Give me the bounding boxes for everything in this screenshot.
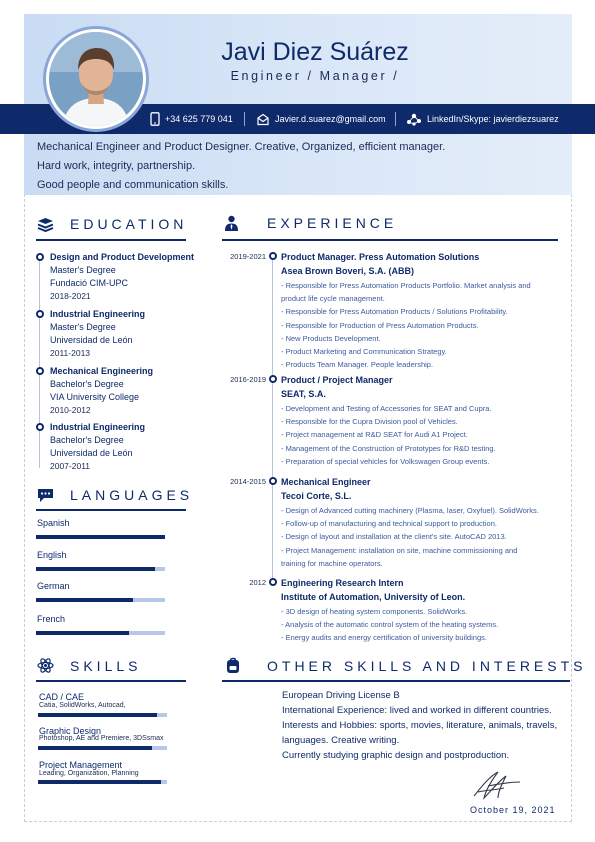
other-skills-heading: OTHER SKILLS AND INTERESTS: [226, 657, 587, 674]
other-line: languages. Creative writing.: [282, 735, 400, 746]
other-line: International Experience: lived and worked in different countries.: [282, 705, 552, 716]
summary-line: Mechanical Engineer and Product Designer. Creative, Organized, efficient manager.: [37, 141, 446, 153]
person-icon: [224, 215, 239, 231]
languages-rule: [36, 509, 186, 511]
languages-heading: LANGUAGES: [37, 487, 193, 503]
phone-icon: [150, 112, 160, 126]
skill-level-bar: [38, 780, 167, 784]
education-timeline: [39, 256, 40, 468]
contact-linkedin[interactable]: [406, 104, 559, 134]
phone-text: +34 625 779 041: [165, 114, 233, 124]
skill-name: Graphic Design: [39, 726, 102, 736]
other-line: Interests and Hobbies: sports, movies, literature, animals, travels,: [282, 720, 558, 731]
language-level-bar: [36, 598, 165, 602]
other-skills-list: [282, 688, 572, 763]
summary-line: Good people and communication skills.: [37, 179, 229, 191]
profile-photo: [43, 26, 149, 132]
atom-icon: [37, 657, 54, 674]
language-name: Spanish: [37, 518, 70, 528]
contact-divider: [244, 112, 245, 126]
skill-name: CAD / CAE: [39, 692, 85, 702]
education-rule: [36, 239, 186, 241]
email-text: Javier.d.suarez@gmail.com: [275, 114, 386, 124]
experience-rule: [222, 239, 558, 241]
signature: [468, 768, 524, 804]
books-icon: [37, 217, 54, 232]
language-name: German: [37, 581, 70, 591]
chat-icon: [37, 488, 54, 503]
linkedin-text: LinkedIn/Skype: javierdiezsuarez: [427, 114, 559, 124]
skill-detail: Catia, SolidWorks, Autocad,: [39, 702, 126, 709]
contact-divider: [395, 112, 396, 126]
signature-date: October 19, 2021: [470, 805, 556, 815]
candidate-title: Engineer / Manager /: [230, 69, 400, 83]
skills-heading: SKILLS: [37, 657, 141, 674]
backpack-icon: [226, 657, 240, 674]
contact-phone[interactable]: [150, 104, 233, 134]
skill-level-bar: [38, 713, 167, 717]
language-name: French: [37, 614, 66, 624]
skill-level-bar: [38, 746, 167, 750]
experience-timeline: [272, 256, 273, 584]
skills-rule: [36, 680, 186, 682]
education-heading: EDUCATION: [37, 216, 187, 232]
profile-summary: [37, 141, 557, 198]
language-name: English: [37, 550, 67, 560]
skill-detail: Photoshop, AE and Premiere, 3DSsmax: [39, 735, 164, 742]
summary-line: Hard work, integrity, partnership.: [37, 160, 196, 172]
email-icon: [256, 113, 270, 126]
experience-heading: EXPERIENCE: [224, 215, 397, 231]
skill-detail: Leading, Organization, Planning: [39, 770, 139, 777]
other-line: Currently studying graphic design and postproduction.: [282, 750, 510, 761]
other-line: European Driving License B: [282, 690, 400, 701]
contact-email[interactable]: [256, 104, 386, 134]
language-level-bar: [36, 631, 165, 635]
network-icon: [406, 113, 422, 126]
candidate-name: Javi Diez Suárez: [221, 38, 409, 66]
language-level-bar: [36, 535, 165, 539]
skill-name: Project Management: [39, 760, 123, 770]
other-skills-rule: [222, 680, 570, 682]
language-level-bar: [36, 567, 165, 571]
